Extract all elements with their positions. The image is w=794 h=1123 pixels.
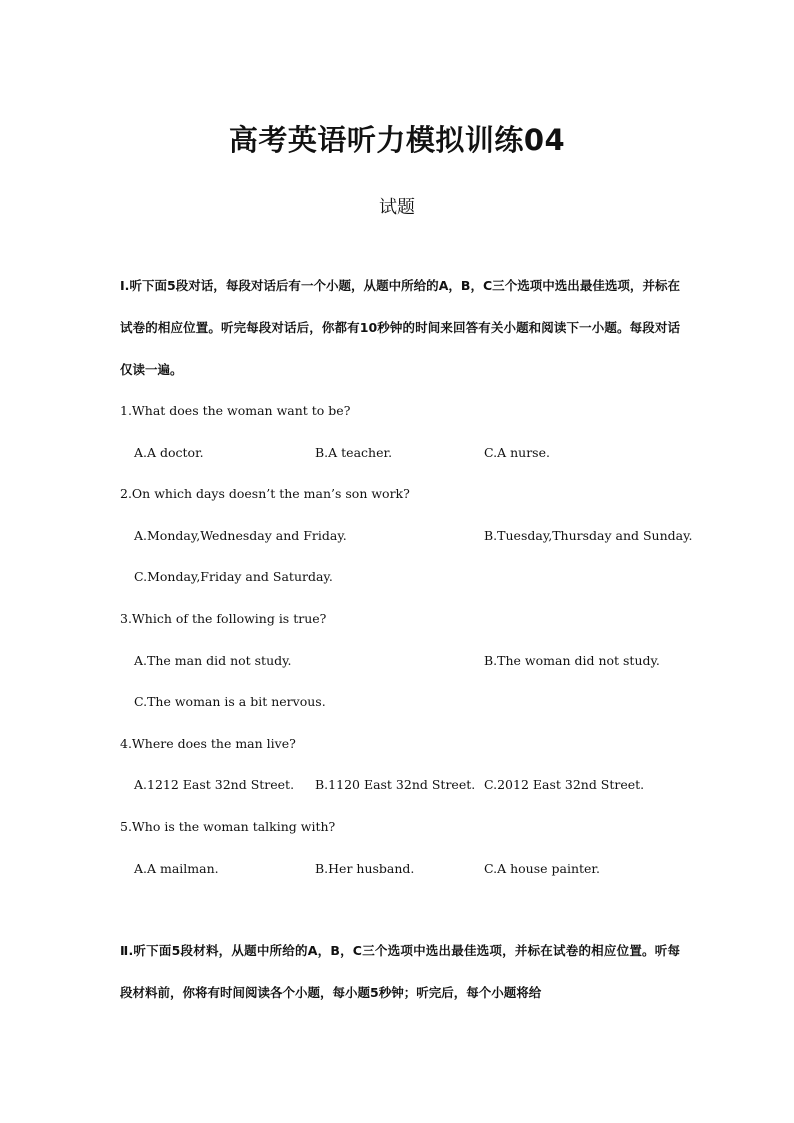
question-2-option-c: C.Monday,Friday and Saturday. — [134, 569, 333, 584]
section-2-instruction: Ⅱ.听下面5段材料，从题中所给的A，B，C三个选项中选出最佳选项，并标在试卷的相应位置。听每段材料前，你将有时间阅读各个小题，每小题5秒钟；听完后，每个小题将给 — [120, 943, 680, 1000]
question-3: 3.Which of the following is true? — [120, 611, 327, 626]
question-1: 1.What does the woman want to be? — [120, 403, 351, 418]
question-1-option-c: C.A nurse. — [484, 445, 550, 460]
question-2: 2.On which days doesn’t the man’s son work? — [120, 486, 410, 501]
question-5-option-b: B.Her husband. — [315, 861, 415, 876]
question-5-option-c: C.A house painter. — [484, 861, 601, 876]
question-3-option-c: C.The woman is a bit nervous. — [134, 694, 326, 709]
question-4-option-b: B.1120 East 32nd Street. — [315, 777, 476, 792]
question-1-option-b: B.A teacher. — [315, 445, 393, 460]
question-2-option-a: A.Monday,Wednesday and Friday. — [134, 528, 347, 543]
page-subtitle: 试题 — [379, 197, 415, 218]
question-4-option-a: A.1212 East 32nd Street. — [134, 777, 295, 792]
section-1-instruction: Ⅰ.听下面5段对话，每段对话后有一个小题，从题中所给的A，B，C三个选项中选出最佳选项，并标在试卷的相应位置。听完每段对话后，你都有10秒钟的时间来回答有关小题和阅读下一小题。每段对话仅读一遍。 — [120, 278, 680, 377]
page-title: 高考英语听力模拟训练04 — [228, 123, 566, 157]
question-4-option-c: C.2012 East 32nd Street. — [484, 777, 645, 792]
question-5: 5.Who is the woman talking with? — [120, 819, 336, 834]
question-2-option-b: B.Tuesday,Thursday and Sunday. — [484, 528, 693, 543]
question-3-option-b: B.The woman did not study. — [484, 653, 660, 668]
question-1-option-a: A.A doctor. — [134, 445, 204, 460]
question-4: 4.Where does the man live? — [120, 736, 296, 751]
question-5-option-a: A.A mailman. — [134, 861, 219, 876]
question-3-option-a: A.The man did not study. — [134, 653, 292, 668]
